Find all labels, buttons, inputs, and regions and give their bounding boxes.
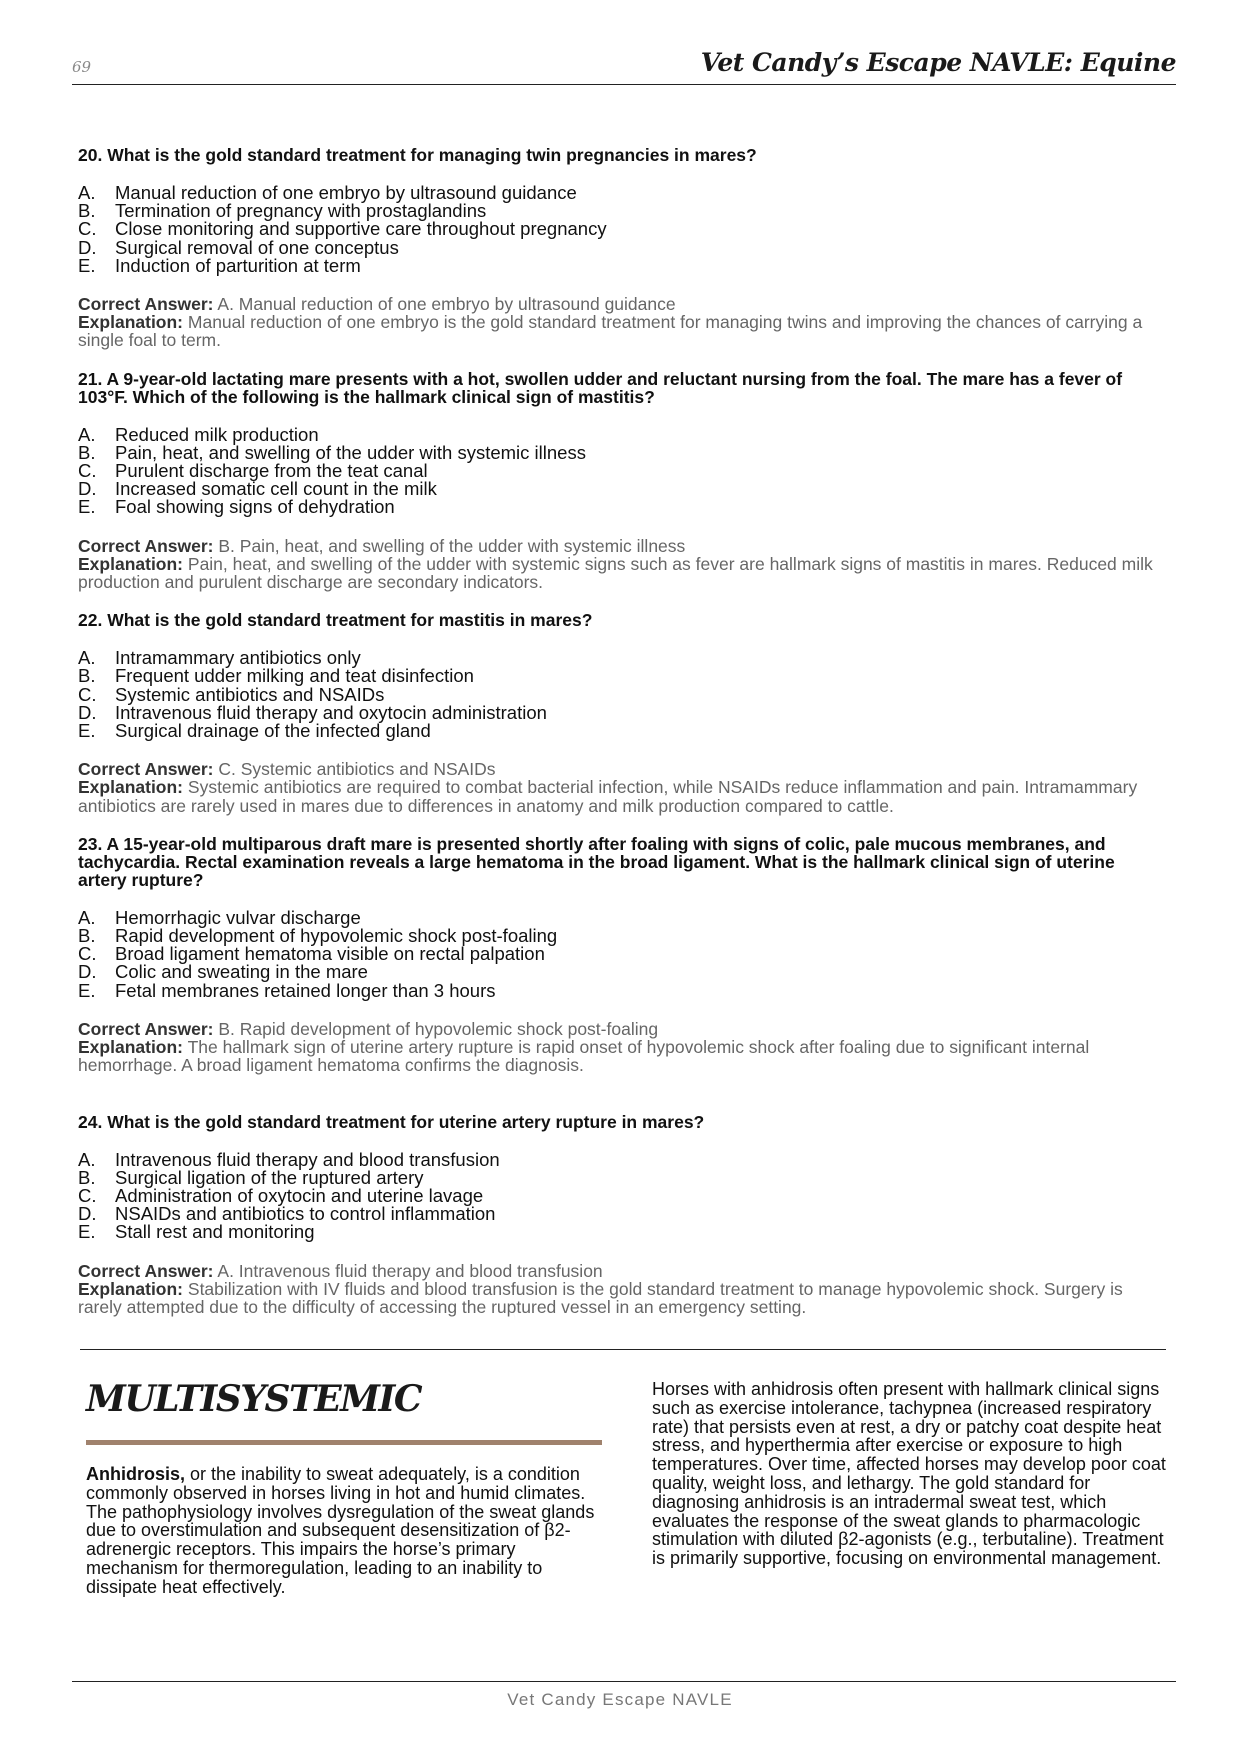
- question-text: 21. A 9-year-old lactating mare presents with a hot, swollen udder and reluctant nursing from the foal. The mare has a fever of 103°F. Which of the following is the hallmark clinical sign of mastitis?: [78, 368, 1123, 407]
- option-text: Surgical removal of one conceptus: [115, 236, 399, 258]
- explanation-label: Explanation:: [78, 553, 184, 574]
- correct-answer-label: Correct Answer:: [78, 1018, 214, 1039]
- question-text: 24. What is the gold standard treatment for uterine artery rupture in mares?: [78, 1111, 705, 1132]
- answer-block: [78, 295, 1168, 350]
- option-letter: A.: [78, 647, 96, 669]
- section-title: MULTISYSTEMIC: [86, 1378, 422, 1420]
- explanation: Systemic antibiotics are required to combat bacterial infection, while NSAIDs reduce inflammation and pain. Intramammary antibiotics are rarely used in mares due to differences in anatomy and milk production compared to cattle.: [78, 777, 1138, 816]
- options-list: [78, 1148, 1168, 1243]
- explanation: The hallmark sign of uterine artery rupture is rapid onset of hypovolemic shock after foaling due to significant internal hemorrhage. A broad ligament hematoma confirms the diagnosis.: [78, 1037, 1090, 1076]
- option-text: Broad ligament hematoma visible on rectal palpation: [115, 943, 545, 965]
- option-a: [78, 1148, 1168, 1170]
- option-text: Surgical ligation of the ruptured artery: [115, 1166, 424, 1188]
- option-letter: B.: [78, 1166, 96, 1188]
- option-letter: E.: [78, 979, 96, 1001]
- question-20: [78, 146, 1168, 350]
- option-text: Intramammary antibiotics only: [115, 647, 361, 669]
- option-text: Systemic antibiotics and NSAIDs: [115, 683, 385, 705]
- option-e: [78, 498, 1168, 516]
- footer-divider: [72, 1681, 1176, 1682]
- anhidrosis-intro-text: or the inability to sweat adequately, is a condition commonly observed in horses living in hot and humid climates. The pathophysiology involves dysregulation of the sweat glands due to overstimulation and subsequent desensitization of β2-adrenergic receptors. This impairs the horse’s primary mechanism for thermoregulation, leading to an inability to dissipate heat effectively.: [86, 1464, 595, 1597]
- explanation-label: Explanation:: [78, 777, 184, 798]
- option-d: [78, 963, 1168, 981]
- explanation: Pain, heat, and swelling of the udder with systemic signs such as fever are hallmark signs of mastitis in mares. Reduced milk production and purulent discharge are secondary indicators.: [78, 553, 1153, 593]
- options-list: [78, 184, 1168, 275]
- option-text: Reduced milk production: [115, 423, 319, 445]
- option-letter: E.: [78, 1221, 96, 1243]
- questions-section: [78, 146, 1168, 1316]
- option-e: [78, 979, 1168, 1001]
- options-list: [78, 906, 1168, 1001]
- options-list: [78, 649, 1168, 740]
- option-letter: D.: [78, 236, 97, 258]
- option-letter: C.: [78, 943, 97, 965]
- question-22: [78, 611, 1168, 815]
- correct-answer-label: Correct Answer:: [78, 294, 214, 315]
- option-text: Intravenous fluid therapy and oxytocin administration: [115, 701, 547, 723]
- explanation: Stabilization with IV fluids and blood transfusion is the gold standard treatment to manage hypovolemic shock. Surgery is rarely attempted due to the difficulty of accessing the ruptured vessel in an emergency setting.: [78, 1278, 1123, 1317]
- correct-answer: A. Intravenous fluid therapy and blood transfusion: [217, 1260, 603, 1281]
- option-text: Intravenous fluid therapy and blood transfusion: [115, 1148, 500, 1170]
- option-letter: C.: [78, 460, 97, 482]
- question-24: [78, 1113, 1168, 1317]
- option-letter: D.: [78, 701, 97, 723]
- option-text: Pain, heat, and swelling of the udder with systemic illness: [115, 441, 586, 463]
- option-letter: A.: [78, 182, 96, 203]
- correct-answer-label: Correct Answer:: [78, 535, 214, 556]
- option-text: NSAIDs and antibiotics to control inflammation: [115, 1203, 496, 1225]
- title-underline: [86, 1440, 602, 1445]
- option-text: Fetal membranes retained longer than 3 hours: [115, 979, 496, 1001]
- correct-answer: B. Rapid development of hypovolemic shock post-foaling: [218, 1018, 659, 1039]
- answer-block: [78, 1020, 1168, 1075]
- answer-block: [78, 760, 1168, 815]
- option-letter: D.: [78, 478, 97, 500]
- option-text: Manual reduction of one embryo by ultrasound guidance: [115, 182, 577, 203]
- option-text: Purulent discharge from the teat canal: [115, 460, 428, 482]
- multisystemic-right-column: [652, 1380, 1172, 1568]
- option-text: Stall rest and monitoring: [115, 1221, 315, 1243]
- correct-answer: A. Manual reduction of one embryo by ultrasound guidance: [217, 294, 676, 315]
- option-text: Increased somatic cell count in the milk: [115, 478, 437, 500]
- answer-block: [78, 537, 1168, 592]
- section-divider: [80, 1349, 1166, 1350]
- option-letter: E.: [78, 254, 96, 276]
- option-text: Administration of oxytocin and uterine lavage: [115, 1184, 484, 1206]
- explanation-label: Explanation:: [78, 1037, 184, 1058]
- option-letter: C.: [78, 683, 97, 705]
- option-letter: B.: [78, 200, 96, 222]
- explanation-label: Explanation:: [78, 312, 184, 333]
- option-e: [78, 1223, 1168, 1241]
- page-footer: Vet Candy Escape NAVLE: [507, 1690, 733, 1709]
- question-text: 23. A 15-year-old multiparous draft mare is presented shortly after foaling with signs of colic, pale mucous membranes, and tachycardia. Rectal examination reveals a large hematoma in the broad ligament. What is the hallmark clinical sign of uterine artery rupture?: [78, 833, 1115, 890]
- option-text: Hemorrhagic vulvar discharge: [115, 906, 361, 928]
- option-text: Rapid development of hypovolemic shock post-foaling: [115, 925, 558, 947]
- correct-answer-label: Correct Answer:: [78, 1260, 214, 1281]
- multisystemic-left-column: [86, 1378, 602, 1597]
- options-list: [78, 423, 1168, 518]
- option-text: Colic and sweating in the mare: [115, 961, 368, 983]
- option-text: Frequent udder milking and teat disinfection: [115, 665, 474, 687]
- question-text: 20. What is the gold standard treatment for managing twin pregnancies in mares?: [78, 145, 757, 165]
- option-text: Termination of pregnancy with prostaglandins: [115, 200, 487, 222]
- option-e: [78, 722, 1168, 740]
- book-title: Vet Candy’s Escape NAVLE: Equine: [700, 48, 1176, 77]
- option-letter: C.: [78, 218, 97, 240]
- option-c: [78, 220, 1168, 238]
- question-23: [78, 835, 1168, 1075]
- option-letter: C.: [78, 1184, 97, 1206]
- option-text: Induction of parturition at term: [115, 254, 361, 276]
- answer-block: [78, 1262, 1168, 1317]
- option-letter: B.: [78, 925, 96, 947]
- question-text: 22. What is the gold standard treatment for mastitis in mares?: [78, 610, 593, 631]
- option-text: Close monitoring and supportive care throughout pregnancy: [115, 218, 607, 240]
- option-letter: B.: [78, 665, 96, 687]
- option-text: Foal showing signs of dehydration: [115, 496, 395, 518]
- explanation-label: Explanation:: [78, 1278, 184, 1299]
- option-b: [78, 667, 1168, 685]
- option-letter: B.: [78, 441, 96, 463]
- correct-answer: C. Systemic antibiotics and NSAIDs: [218, 759, 496, 780]
- anhidrosis-intro-paragraph: [86, 1465, 602, 1597]
- option-text: Surgical drainage of the infected gland: [115, 720, 431, 742]
- option-letter: D.: [78, 961, 97, 983]
- explanation: Manual reduction of one embryo is the gold standard treatment for managing twins and improving the chances of carrying a single foal to term.: [78, 312, 1143, 351]
- correct-answer-label: Correct Answer:: [78, 759, 214, 780]
- option-letter: A.: [78, 906, 96, 928]
- option-letter: A.: [78, 423, 96, 445]
- correct-answer: B. Pain, heat, and swelling of the udder with systemic illness: [218, 535, 686, 556]
- question-21: [78, 370, 1168, 592]
- anhidrosis-signs-paragraph: Horses with anhidrosis often present with hallmark clinical signs such as exercise intolerance, tachypnea (increased respiratory rate) that persists even at rest, a dry or patchy coat despite heat stress, and hyperthermia after exercise or exposure to high temperatures. Over time, affected horses may develop poor coat quality, weight loss, and lethargy. The gold standard for diagnosing anhidrosis is an intradermal sweat test, which evaluates the response of the sweat glands to pharmacologic stimulation with diluted β2-agonists (e.g., terbutaline). Treatment is primarily supportive, focusing on environmental management.: [652, 1379, 1166, 1569]
- option-letter: D.: [78, 1203, 97, 1225]
- option-e: [78, 254, 1168, 276]
- anhidrosis-term: Anhidrosis,: [86, 1464, 186, 1484]
- option-letter: A.: [78, 1148, 96, 1170]
- page-header: [72, 44, 1176, 85]
- option-letter: E.: [78, 720, 96, 742]
- page-number: 69: [72, 58, 92, 76]
- option-letter: E.: [78, 496, 96, 518]
